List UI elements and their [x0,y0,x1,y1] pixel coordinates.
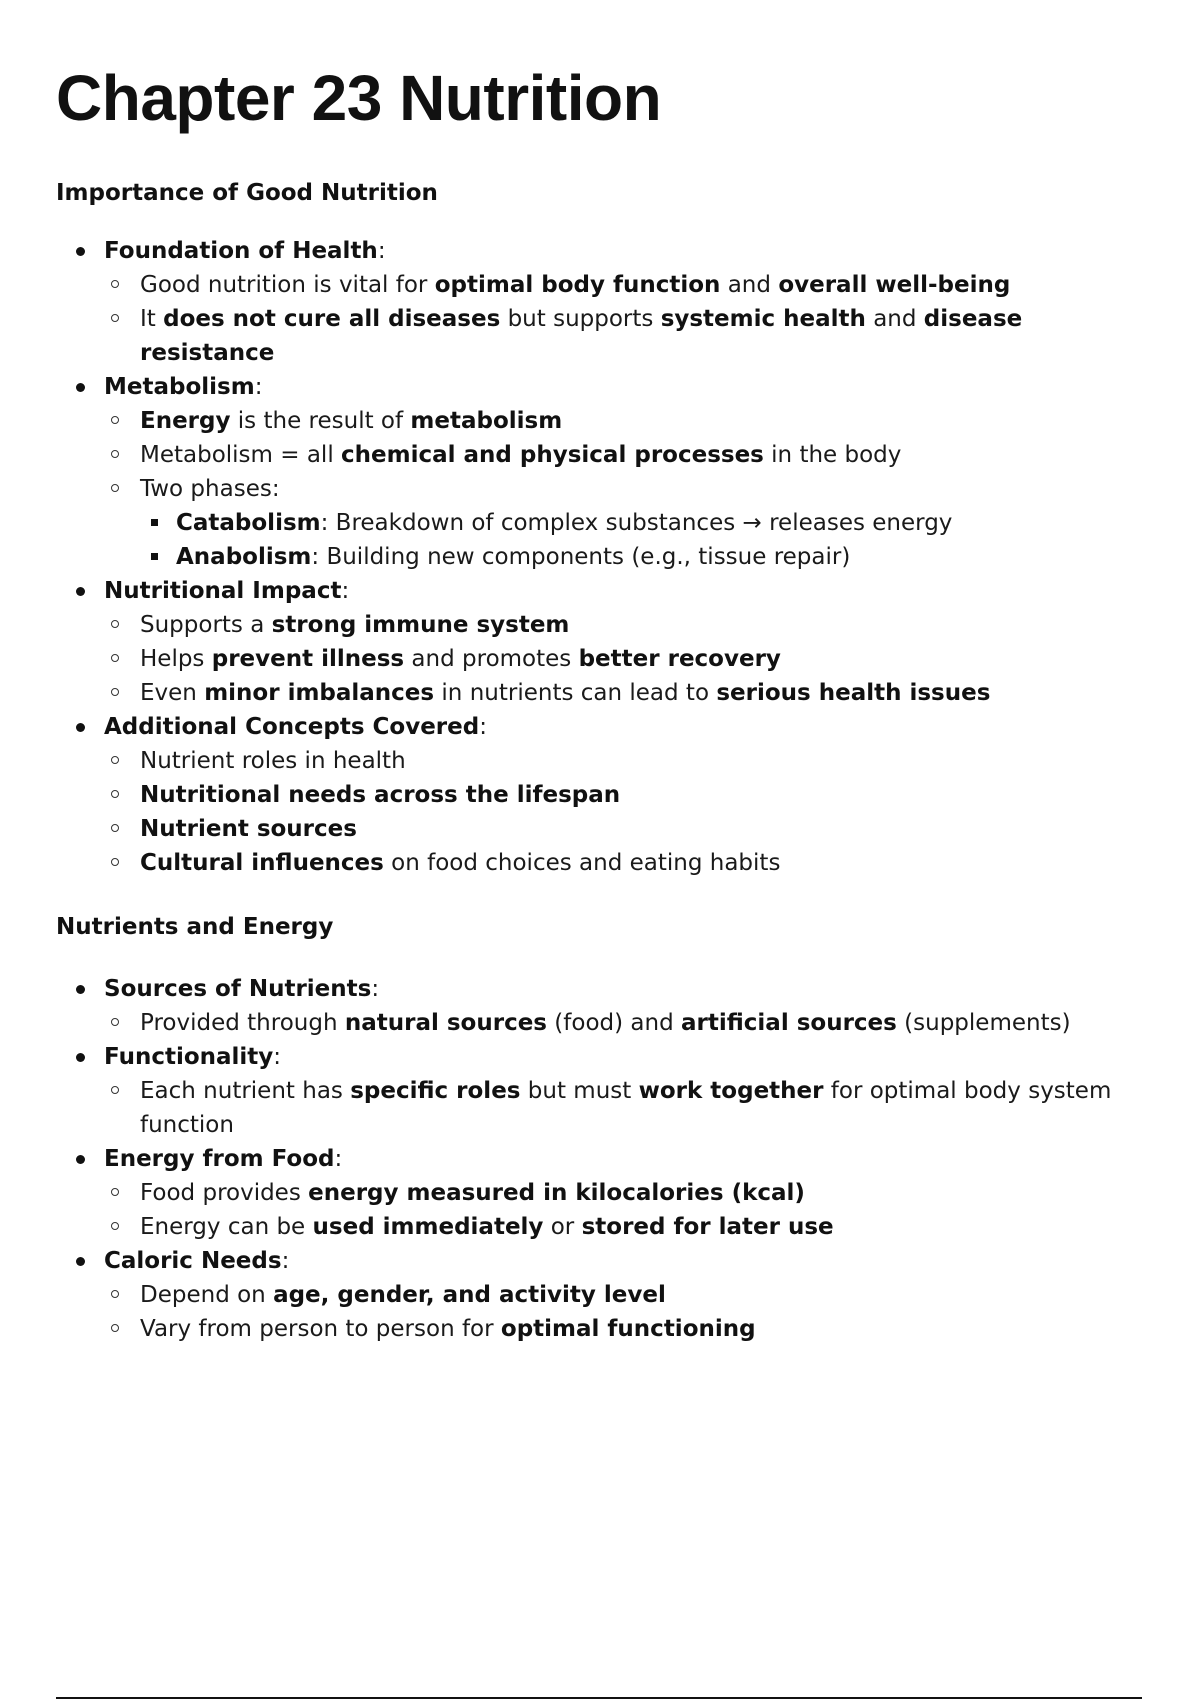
sub-item: Depend on age, gender, and activity level [104,1278,1146,1312]
list-item-functionality: Functionality: Each nutrient has specific roles but must work together for optimal body system function [56,1040,1146,1142]
sub-item: Nutrient roles in health [104,744,1146,778]
sub-item: Metabolism = all chemical and physical processes in the body [104,438,1146,472]
page-bottom-rule [56,1697,1142,1699]
sub-item: Nutrient sources [104,812,1146,846]
item-heading: Sources of Nutrients [104,976,372,1002]
sub-item: Vary from person to person for optimal functioning [104,1312,1146,1346]
item-heading: Nutritional Impact [104,578,342,604]
sub-item: Energy can be used immediately or stored for later use [104,1210,1146,1244]
item-heading: Metabolism [104,374,255,400]
sub-item: Food provides energy measured in kilocalories (kcal) [104,1176,1146,1210]
sub-item: Good nutrition is vital for optimal body function and overall well-being [104,268,1146,302]
list-item-caloric: Caloric Needs: Depend on age, gender, and activity level Vary from person to person for optimal functioning [56,1244,1146,1346]
sub-item: Supports a strong immune system [104,608,1146,642]
document-page [56,58,1146,1346]
item-heading: Caloric Needs [104,1248,282,1274]
item-heading: Functionality [104,1044,274,1070]
item-heading: Additional Concepts Covered [104,714,480,740]
sub-item: Energy is the result of metabolism [104,404,1146,438]
list-item-impact: Nutritional Impact: Supports a strong immune system Helps prevent illness and promotes better recovery Even minor imbalances in nutrients can lead to serious health issues [56,574,1146,710]
sub-item: It does not cure all diseases but supports systemic health and disease resistance [104,302,1146,370]
page-title: Chapter 23 Nutrition [56,62,662,134]
section-heading-nutrients: Nutrients and Energy [56,914,334,940]
list-item-metabolism: Metabolism: Energy is the result of metabolism Metabolism = all chemical and physical processes in the body Two phases: Catabolism: Breakdown of complex substances → releases energy Anabolism: Building new components (e.g., tissue repair) [56,370,1146,574]
sub-sub-item-anabolism: Anabolism: Building new components (e.g., tissue repair) [140,540,1146,574]
sub-item: Nutritional needs across the lifespan [104,778,1146,812]
sub-item: Provided through natural sources (food) and artificial sources (supplements) [104,1006,1146,1040]
section-heading-importance: Importance of Good Nutrition [56,180,438,206]
sub-item: Cultural influences on food choices and eating habits [104,846,1146,880]
list-item-foundation: Foundation of Health: Good nutrition is vital for optimal body function and overall well-being It does not cure all diseases but supports systemic health and disease resistance [56,234,1146,370]
item-heading: Energy from Food [104,1146,335,1172]
sub-item: Two phases: Catabolism: Breakdown of complex substances → releases energy Anabolism: Building new components (e.g., tissue repair) [104,472,1146,574]
nutrients-list [56,972,1146,1346]
sub-item: Helps prevent illness and promotes better recovery [104,642,1146,676]
item-heading: Foundation of Health [104,238,378,264]
list-item-additional: Additional Concepts Covered: Nutrient roles in health Nutritional needs across the lifespan Nutrient sources Cultural influences on food choices and eating habits [56,710,1146,880]
sub-sub-item-catabolism: Catabolism: Breakdown of complex substances → releases energy [140,506,1146,540]
list-item-sources: Sources of Nutrients: Provided through natural sources (food) and artificial sources (supplements) [56,972,1146,1040]
importance-list [56,234,1146,880]
sub-item: Even minor imbalances in nutrients can lead to serious health issues [104,676,1146,710]
sub-item: Each nutrient has specific roles but must work together for optimal body system function [104,1074,1146,1142]
list-item-energy: Energy from Food: Food provides energy measured in kilocalories (kcal) Energy can be used immediately or stored for later use [56,1142,1146,1244]
